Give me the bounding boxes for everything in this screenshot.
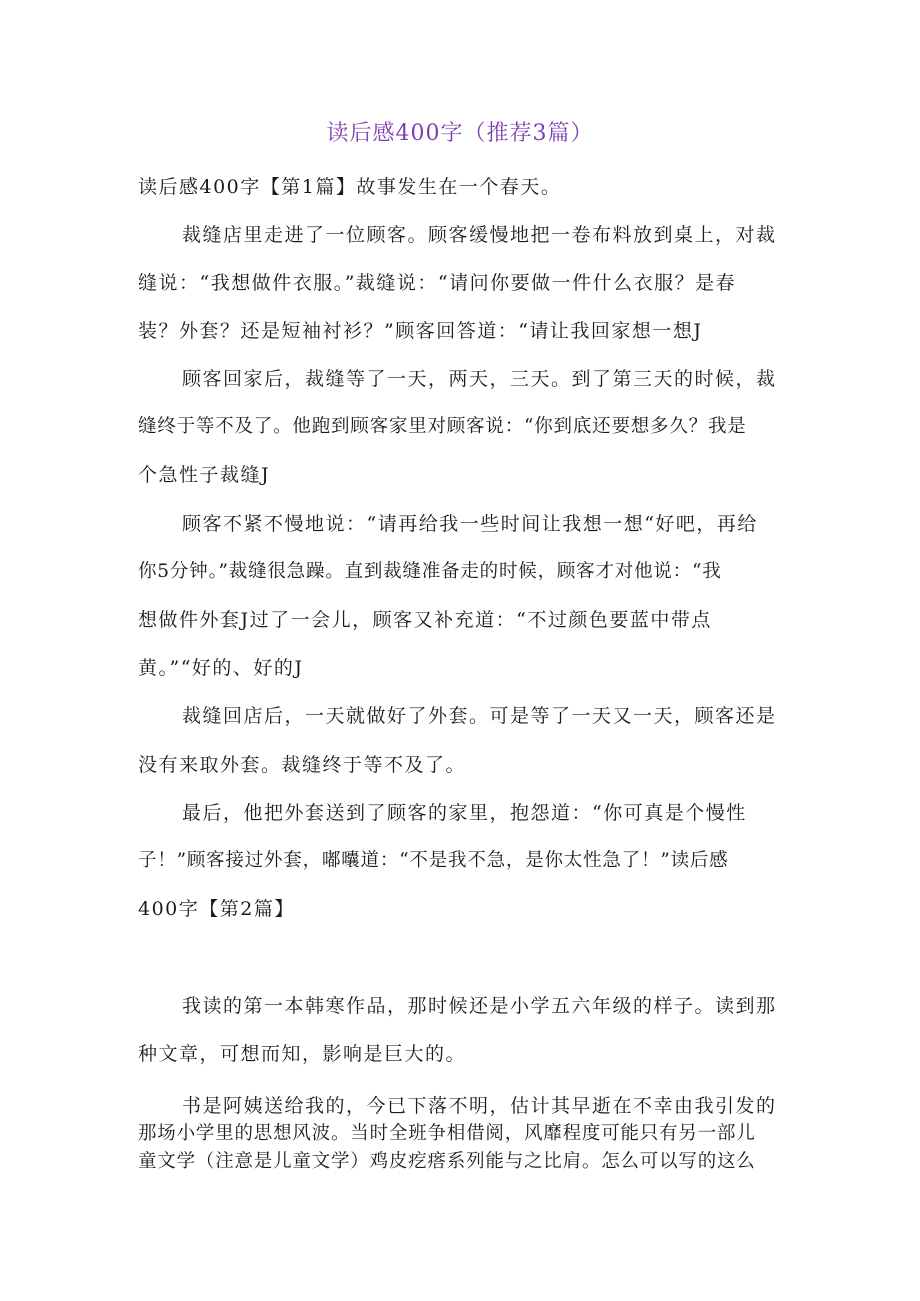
paragraph-line: 种文章，可想而知，影响是巨大的。 — [138, 1043, 467, 1065]
paragraph-line: 400字【第2篇】 — [138, 898, 295, 920]
paragraph-line: 子！”顾客接过外套，嘟囔道：“不是我不急，是你太性急了！”读后感 — [138, 850, 729, 871]
paragraph-line: 童文学（注意是儿童文学）鸡皮疙瘩系列能与之比肩。怎么可以写的这么 — [138, 1151, 756, 1172]
paragraph-line: 想做件外套J过了一会儿，顾客又补充道：“不过颜色要蓝中带点 — [138, 609, 712, 631]
paragraph-line: 读后感400字【第1篇】故事发生在一个春天。 — [138, 176, 562, 198]
paragraph-line: 你5分钟。”裁缝很急躁。直到裁缝准备走的时候，顾客才对他说：“我 — [138, 561, 722, 582]
paragraph-line: 缝终于等不及了。他跑到顾客家里对顾客说：“你到底还要想多久？我是 — [138, 416, 747, 437]
paragraph-line: 装？外套？还是短袖衬衫？”顾客回答道：“请让我回家想一想J — [138, 320, 703, 342]
paragraph-line: 那场小学里的思想风波。当时全班争相借阅，风靡程度可能只有另一部儿 — [138, 1123, 756, 1144]
document-title: 读后感400字（推荐3篇） — [326, 121, 594, 146]
paragraph-line: 黄。”“好的、好的J — [138, 657, 304, 679]
paragraph-line: 顾客不紧不慢地说：“请再给我一些时间让我想一想“好吧，再给 — [182, 513, 758, 535]
paragraph-line: 最后，他把外套送到了顾客的家里，抱怨道：“你可真是个慢性 — [182, 802, 747, 824]
paragraph-line: 顾客回家后，裁缝等了一天，两天，三天。到了第三天的时候，裁 — [182, 368, 777, 390]
paragraph-line: 缝说：“我想做件衣服。”裁缝说：“请问你要做一件什么衣服？是春 — [138, 272, 737, 294]
paragraph-line: 裁缝店里走进了一位顾客。顾客缓慢地把一卷布料放到桌上，对裁 — [182, 224, 777, 246]
paragraph-line: 书是阿姨送给我的，今已下落不明，估计其早逝在不幸由我引发的 — [182, 1095, 777, 1117]
paragraph-line: 个急性子裁缝J — [138, 464, 271, 486]
paragraph-line: 我读的第一本韩寒作品，那时候还是小学五六年级的样子。读到那 — [182, 995, 777, 1017]
paragraph-line: 没有来取外套。裁缝终于等不及了。 — [138, 754, 467, 776]
paragraph-line: 裁缝回店后，一天就做好了外套。可是等了一天又一天，顾客还是 — [182, 705, 777, 727]
